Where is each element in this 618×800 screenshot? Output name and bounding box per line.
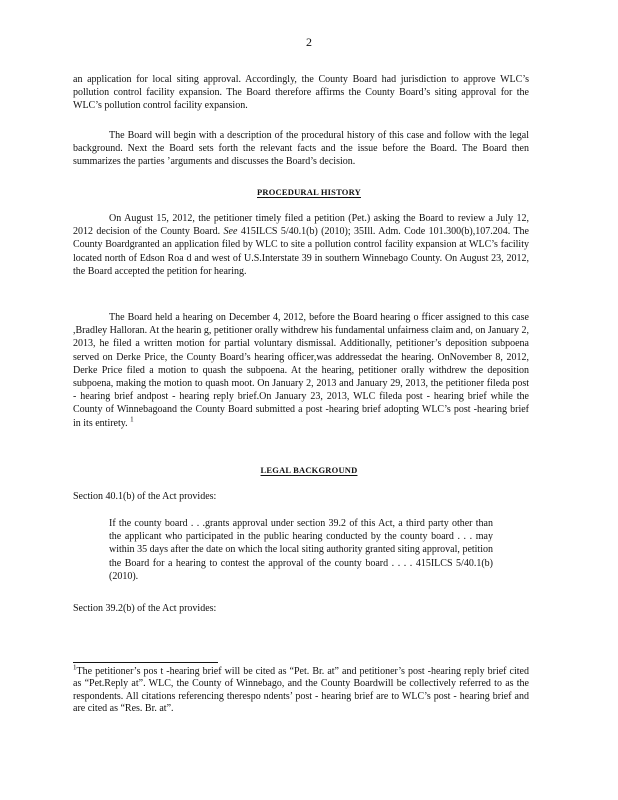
footnote-block — [73, 663, 529, 716]
procedural-para-2-block — [73, 311, 529, 430]
see-citation-signal: See — [223, 226, 238, 238]
overview-paragraph-block — [73, 129, 529, 169]
intro-paragraph-block — [73, 73, 529, 113]
footnote-separator — [73, 662, 218, 663]
section-40-intro-block — [73, 490, 529, 503]
statute-quote: If the county board . . .grants approval under section 39.2 of this Act, a third party other than the applicant who participated in the public hearing conducted by the county board . . . may within 35 days after the date on which the local siting authority granted siting approval, petition the Board for a hearing to contest the approval of the county board . . . . 415ILCS 5/40.1(b) (2010). — [109, 518, 493, 582]
procedural-history-heading: PROCEDURAL HISTORY — [257, 187, 361, 197]
section-39-intro: Section 39.2(b) of the Act provides: — [73, 603, 217, 614]
legal-background-heading: LEGAL BACKGROUND — [260, 465, 358, 475]
overview-paragraph: The Board will begin with a description of the procedural history of this case and follow with the legal background. Next the Board sets forth the relevant facts and the issue before the Board. The Board then summarizes the parties ’arguments and discusses the Board’s decision. — [73, 130, 529, 168]
statute-quote-block — [109, 517, 493, 583]
procedural-para-1-block — [73, 212, 529, 278]
procedural-paragraph-1: On August 15, 2012, the petitioner timely filed a petition (Pet.) asking the Board to review a July 12, 2012 decision of the County Board. See 415ILCS 5/40.1(b) (2010); 35Ill. Adm. Code 101.300(b),107.204. The County Boardgranted an application filed by WLC to site a pollution control facility expansion at WLC’s facility located north of Edson Roa d and west of U.S.Interstate 39 in southern Winnebago County. On August 23, 2012, the Board accepted the petition for hearing. — [73, 213, 529, 277]
section-40-intro: Section 40.1(b) of the Act provides: — [73, 491, 217, 502]
footnote-reference: 1 — [130, 415, 134, 424]
intro-paragraph: an application for local siting approval. Accordingly, the County Board had jurisdiction to approve WLC’s pollution control facility expansion. The Board therefore affirms the County Board’s siting approval for the WLC’s pollution control facility expansion. — [73, 74, 529, 112]
footnote-marker: 1 — [73, 663, 77, 672]
procedural-paragraph-2: The Board held a hearing on December 4, 2012, before the Board hearing o fficer assigned to this case ,Bradley Halloran. At the hearin g, petitioner orally withdrew his fundamental unfairness claim and, on January 2, 2013, he filed a written motion for partial voluntary dismissal. Additionally, petitioner’s deposition subpoena served on Derke Price, the County Board’s hearing officer,was addressedat the hearing. OnNovember 8, 2012, Derke Price filed a motion to quash the subpoena. At the hearing, petitioner orally withdrew the deposition subpoena, making the motion to quash moot. On January 2, 2013 and January 29, 2013, the petitioner fileda post - hearing brief andpost - hearing reply brief.On January 23, 2013, WLC fileda post - hearing brief while the County of Winnebagoand the County Board submitted a post -hearing brief adopting WLC’s post -hearing brief in its entirety. $^1$ — [73, 312, 529, 429]
page-number: 2 — [306, 35, 312, 49]
footnote-text: $^1$The petitioner’s pos t -hearing brief will be cited as “Pet. Br. at” and petitioner’s post -hearing reply brief cited as “Pet.Reply at”. WLC, the County of Winnebago, and the County Boardwill be collectively referred to as the respondents. All citations referencing therespo ndents’ post - hearing brief are to WLC’s post - hearing brief and are cited as “Res. Br. at”. — [73, 663, 529, 715]
section-39-intro-block — [73, 602, 529, 615]
